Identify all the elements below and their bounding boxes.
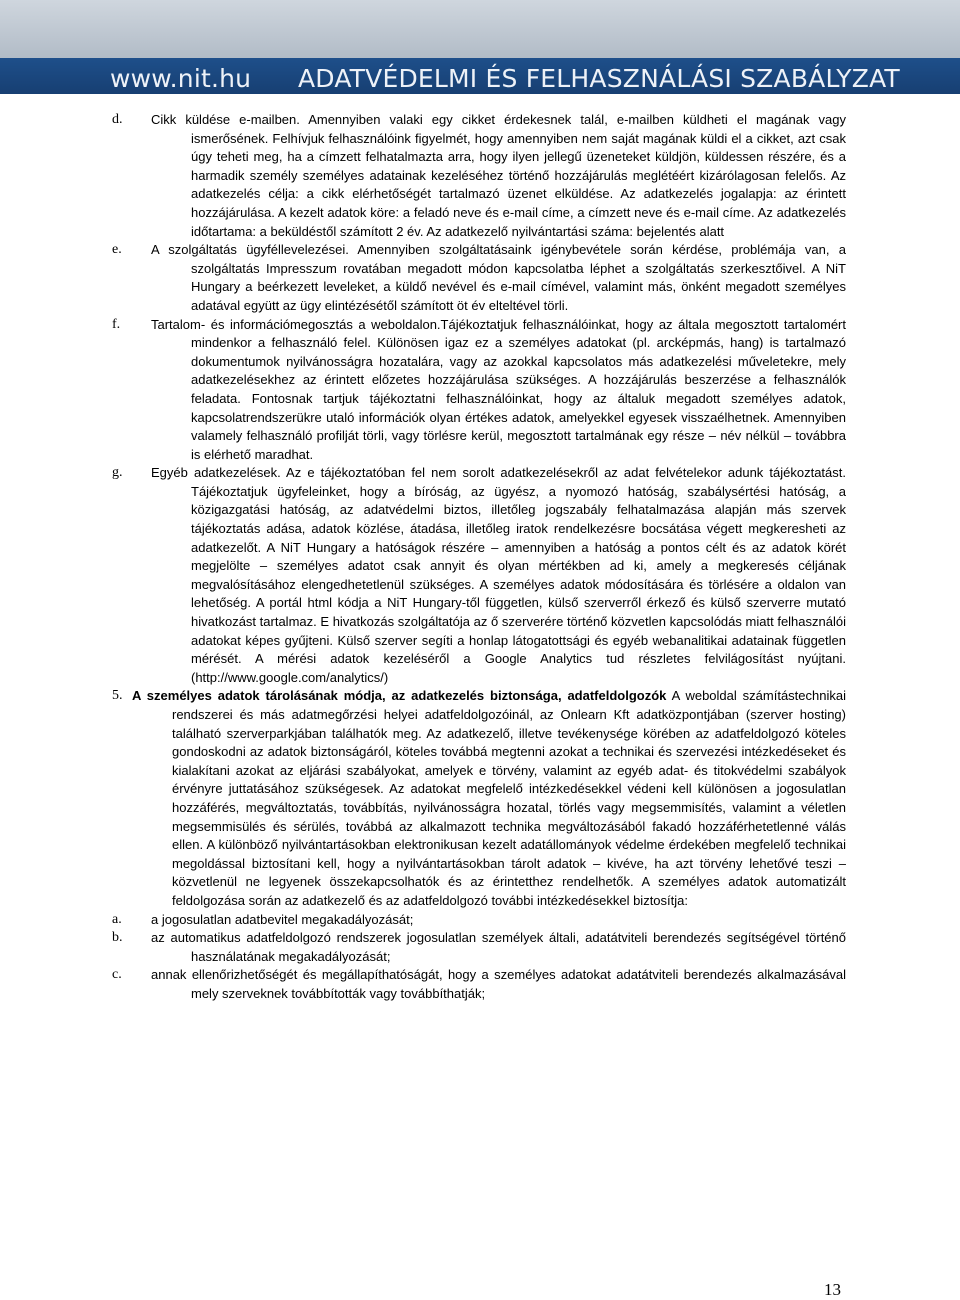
- header-rule: [0, 94, 960, 104]
- list-item-text: Tartalom- és információmegosztás a weboldalon.Tájékoztatjuk felhasználóinkat, hogy az általa megosztott tartalomért mindenkor a felhasználó felel. Különösen igaz ez a személyes adatokat (pl. arcképmás, hang) is tartalmazó dokumentumok nyilvánosságra hozatalára, vagy az azokkal kapcsolatos más adatkezelési műveletekre, mely adatkezelésekhez az érintett előzetes hozzájárulása szükséges. A hozzájárulás beszerzése a felhasználók feladata. Fontosnak tartjuk tájékoztatni felhasználóinkat, hogy az általuk megadott személyes adatok, kapcsolatrendszerükre utaló információk olyan értékes adatok, amelyekkel egyesek visszaélhetnek. Amennyiben valamely felhasználó profilját törli, vagy törlésre kerül, megosztott tartalmának egy része – név nélkül – továbbra is elérhető maradhat.: [151, 316, 846, 462]
- list-item-c: [112, 966, 846, 1003]
- list-item-text: a jogosulatlan adatbevitel megakadályozását;: [151, 911, 414, 927]
- header-site-url: www.nit.hu: [110, 64, 252, 93]
- list-item-g: [112, 464, 846, 687]
- list-item-text: Cikk küldése e-mailben. Amennyiben valaki egy cikket érdekesnek talál, e-mailben küldheti el magának vagy ismerősének. Felhívjuk felhasználóink figyelmét, hogy amennyiben nem saját magának küldi el a cikket, azt csak úgy teheti meg, ha a címzett felhatalmazta arra, hogy ilyen jellegű üzeneteket küldjön, küldessen részére, és a harmadik személy személyes adatainak kezeléséhez történő hozzájárulás meglétéért kizárólagosan felelős. Az adatkezelés célja: a cikk elérhetőségét tartalmazó üzenet elküldése. Az adatkezelés jogalapja: az érintett hozzájárulása. A kezelt adatok köre: a feladó neve és e-mail címe, a címzett neve és e-mail címe. Az adatkezelés időtartama: a beküldéstől számított 2 év. Az adatkezelő nyilvántartási száma: bejelentés alatt: [151, 112, 846, 239]
- header-document-title: ADATVÉDELMI ÉS FELHASZNÁLÁSI SZABÁLYZAT: [298, 64, 900, 93]
- section-number: 5.: [112, 688, 123, 704]
- list-item-text: az automatikus adatfeldolgozó rendszerek jogosulatlan személyek általi, adatátviteli berendezés segítségével történő használatának megakadályozását;: [151, 930, 846, 964]
- list-item-e: [112, 241, 846, 315]
- list-item-text: A szolgáltatás ügyféllevelezései. Amennyiben szolgáltatásaink igénybevétele során kérdése, problémája van, a szolgáltatás Impresszum rovatában megadott módon kapcsolatba léphet a szolgáltatás szerkesztőivel. A NiT Hungary a beérkezett leveleket, a küldő nevével és e-mail címével, valamint más, önként megadott személyes adatával együtt az ügy elintézésétől számított öt év elteltével törli.: [151, 242, 846, 313]
- list-item-text: annak ellenőrizhetőségét és megállapíthatóságát, hogy a személyes adatokat adatátviteli berendezés alkalmazásával mely szerveknek továbbították vagy továbbíthatják;: [151, 967, 846, 1001]
- list-letter: b.: [112, 930, 123, 946]
- list-letter: g.: [112, 465, 123, 481]
- list-letter: d.: [112, 112, 123, 127]
- list-letter: f.: [112, 316, 121, 332]
- list-letter: a.: [112, 911, 122, 927]
- section-heading: A személyes adatok tárolásának módja, az adatkezelés biztonsága, adatfeldolgozók: [132, 688, 667, 704]
- list-item-text: Egyéb adatkezelések. Az e tájékoztatóban fel nem sorolt adatkezelésekről az adat felvételekor adunk tájékoztatást. Tájékoztatjuk ügyfeleinket, hogy a bíróság, az ügyész, a nyomozó hatóság, szabálysértési hatóság, a közigazgatási hatóság, az adatvédelmi biztos, illetőleg jogszabály felhatalmazása alapján más szervek tájékoztatás adása, adatok közlése, átadása, illetőleg iratok rendelkezésre bocsátása végett megkeresheti az adatkezelőt. A NiT Hungary a hatóságok részére – amennyiben a hatóság a pontos célt és az adatok körét megjelölte – személyes adatot csak annyit és olyan mértékben ad ki, amely a megkeresés céljának megvalósításához elengedhetetlenül szükséges. A személyes adatok módosítására és törlésére a oldalon van lehetőség. A portál html kódja a NiT Hungary-től független, külső szerverről érkező és külső szerverre mutató hivatkozást tartalmaz. E hivatkozás szolgáltatója az ő szerverére történő közvetlen kapcsolódás miatt felhasználói adatokat képes gyűjteni. Külső szerver segíti a honlap látogatottsági és egyéb webanalitikai adatainak független mérését. A mérési adatok kezeléséről a Google Analytics tud részletes felvilágosítást nyújtani. (http://www.google.com/analytics/): [151, 465, 846, 685]
- page-number: 13: [824, 1280, 841, 1299]
- section-body: A weboldal számítástechnikai rendszerei és más adatmegőrzési helyei adatfeldolgozóinál, az Onlearn Kft adatközpontjában (szerver hosting) található szerverparkjában találhatók meg. Az adatkezelő, illetve tevékenysége körében az adatfeldolgozó köteles gondoskodni az adatok biztonságáról, köteles továbbá megtenni azokat a technikai és szervezési intézkedéseket és kialakítani azokat az eljárási szabályokat, amelyek e törvény, valamint az egyéb adat- és titokvédelmi szabályok érvényre juttatásához szükségesek. Az adatokat megfelelő intézkedésekkel védeni kell különösen a jogosulatlan hozzáférés, megváltoztatás, továbbítás, nyilvánosságra hozatal, törlés vagy megsemmisítés, valamint a véletlen megsemmisülés és sérülés, továbbá az alkalmazott technika megváltozásából fakadó hozzáférhetetlenné válás ellen. A különböző nyilvántartásokban elektronikusan kezelt adatállományok védelme érdekében megfelelő technikai megoldással biztosítani kell, hogy a nyilvántartásokban tárolt adatok – kivéve, ha azt törvény lehetővé teszi – közvetlenül ne legyenek összekapcsolhatók és az érintetthez rendelhetők. A személyes adatok automatizált feldolgozása során az adatkezelő és az adatfeldolgozó további intézkedésekkel biztosítja:: [172, 688, 846, 908]
- header-bar: [0, 58, 960, 94]
- list-item-b: [112, 929, 846, 966]
- list-letter: c.: [112, 967, 122, 983]
- list-item-d: [112, 111, 846, 241]
- page-header: [0, 0, 960, 104]
- list-item-a: [112, 911, 846, 930]
- section-5: [112, 687, 846, 910]
- list-item-f: [112, 316, 846, 465]
- document-body: [112, 111, 846, 1004]
- section-text: [132, 687, 846, 910]
- list-letter: e.: [112, 242, 122, 258]
